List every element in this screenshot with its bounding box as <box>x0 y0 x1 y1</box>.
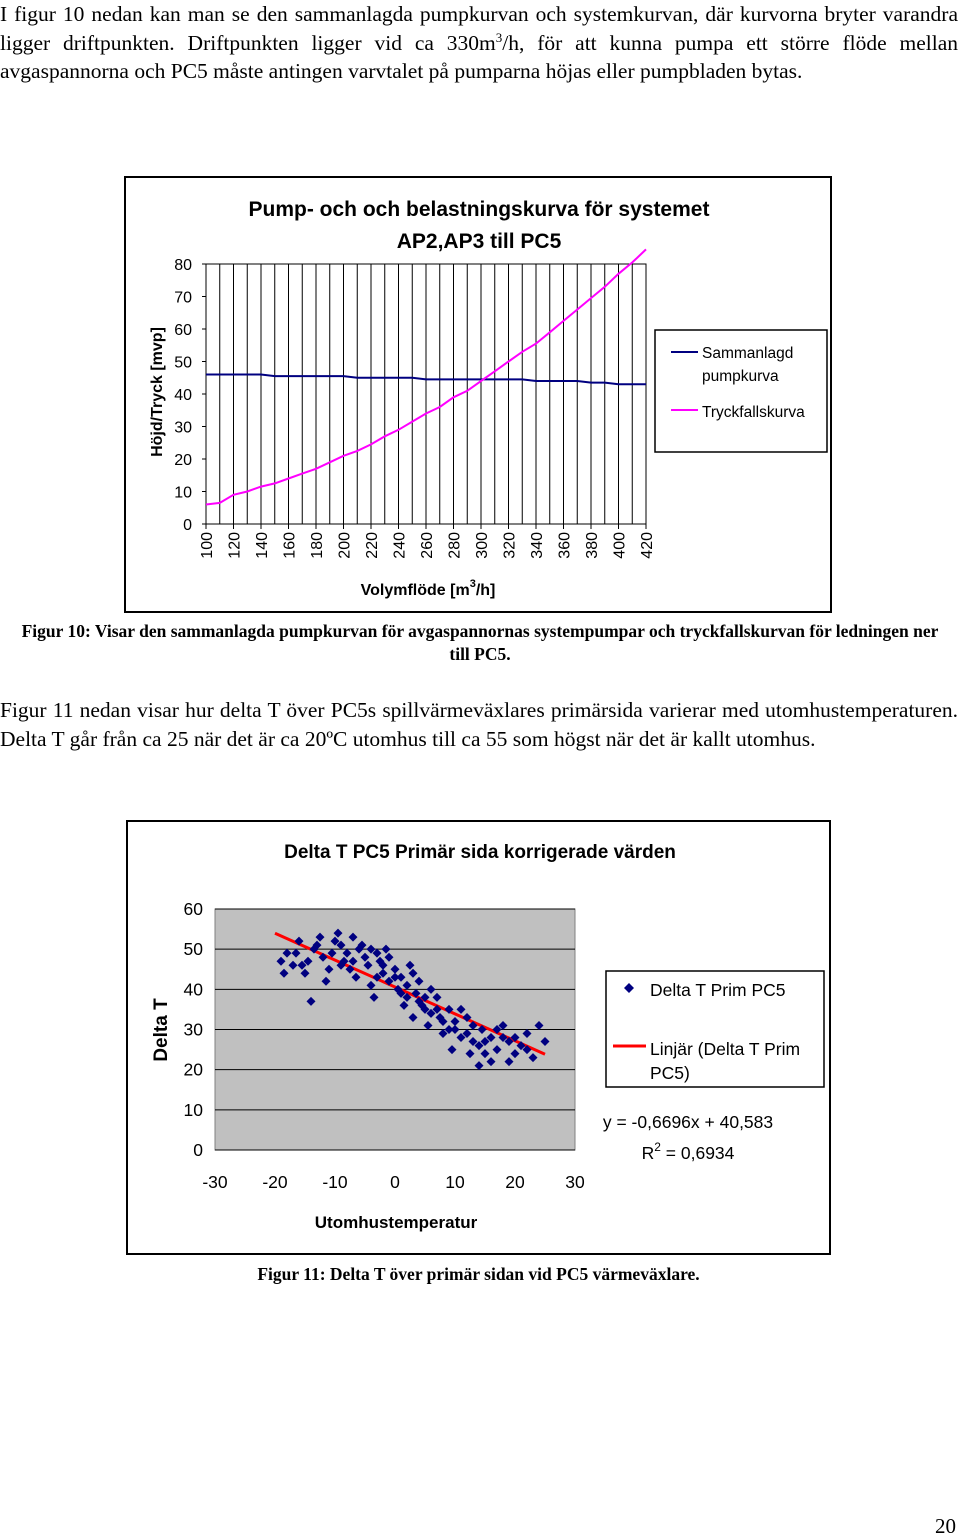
y-tick-label: 50 <box>174 354 192 372</box>
figure-11-plot <box>128 822 829 1253</box>
y-tick-label: 30 <box>174 419 192 437</box>
legend-label-trend-1: Linjär (Delta T Prim <box>650 1039 801 1059</box>
y-tick-label: 60 <box>174 322 192 339</box>
figure-10-plot <box>126 178 830 611</box>
x-tick-label: 220 <box>364 532 381 559</box>
y-tick-label: 70 <box>174 289 192 307</box>
intro-paragraph-text: I figur 10 nedan kan man se den sammanlagda pumpkurvan och systemkurvan, där kurvorna bryter varandra ligger driftpunkten. Driftpunkten ligger vid ca 330m <box>0 2 958 55</box>
y-axis-label: Höjd/Tryck [mvp] <box>149 327 166 457</box>
chart-title: Delta T PC5 Primär sida korrigerade värden <box>284 842 676 863</box>
y-tick-label: 60 <box>183 899 203 919</box>
y-tick-label: 10 <box>174 484 192 502</box>
legend-label-pump-1: Sammanlagd <box>702 345 794 362</box>
x-tick-label: 400 <box>611 532 629 559</box>
figure-10-chart <box>124 176 832 613</box>
trendline-equation: y = -0,6696x + 40,583 <box>602 1112 774 1132</box>
x-tick-label: 100 <box>199 532 216 559</box>
x-tick-label: -20 <box>262 1172 288 1192</box>
legend-label-scatter: Delta T Prim PC5 <box>650 980 786 1000</box>
x-tick-label: 240 <box>391 532 409 559</box>
r-squared: $R^2 = 0,6934$ <box>641 1140 735 1163</box>
chart-title-line-2: AP2,AP3 till PC5 <box>396 230 562 253</box>
x-tick-label: 420 <box>639 532 656 559</box>
x-tick-label: 340 <box>529 532 546 559</box>
x-tick-label: 280 <box>446 532 464 559</box>
x-axis-label: Volymflöde $[m^3/h]$ <box>360 578 496 599</box>
legend-label-tryckfall: Tryckfallskurva <box>702 404 805 421</box>
x-tick-label: 30 <box>565 1172 585 1192</box>
x-tick-label: -30 <box>202 1172 228 1192</box>
x-tick-label: 200 <box>336 532 354 559</box>
y-axis-label: Delta T <box>151 998 172 1062</box>
x-tick-label: 0 <box>390 1172 400 1192</box>
page-number: 20 <box>935 1514 956 1538</box>
y-tick-label: 20 <box>174 452 192 469</box>
x-tick-label: 180 <box>309 532 326 559</box>
y-tick-label: 20 <box>183 1059 203 1080</box>
y-tick-label: 40 <box>174 387 192 404</box>
y-tick-label: 0 <box>183 517 192 534</box>
chart-title-line-1: Pump- och och belastningskurva för systemet <box>248 198 710 221</box>
figure-11-caption: Figur 11: Delta T över primär sidan vid PC5 värmeväxlare. <box>257 1264 700 1284</box>
figure-10-caption: Figur 10: Visar den sammanlagda pumpkurvan för avgaspannornas systempumpar och tryckfallskurvan för ledningen ner till PC5. <box>21 621 939 664</box>
y-tick-label: 10 <box>183 1099 203 1120</box>
unit-superscript: 3 <box>495 29 503 45</box>
y-tick-label: 30 <box>183 1019 203 1040</box>
x-tick-label: 320 <box>501 532 519 559</box>
legend-label-trend-2: PC5) <box>650 1063 690 1083</box>
legend-label-pump-2: pumpkurva <box>702 368 779 385</box>
x-tick-label: 260 <box>419 532 436 559</box>
y-tick-label: 50 <box>183 939 203 960</box>
x-tick-label: 160 <box>281 532 299 559</box>
x-tick-label: 140 <box>254 532 271 559</box>
intro-paragraph-text-rest: /h, för att kunna pumpa ett större flöde mellan avgaspannorna och PC5 måste antingen varvtalet på pumparna höjas eller pumpbladen bytas. <box>0 30 959 83</box>
intro-paragraph <box>0 0 958 86</box>
y-tick-label: 0 <box>193 1140 203 1160</box>
x-tick-label: 380 <box>584 532 601 559</box>
x-tick-label: 360 <box>556 532 574 559</box>
figure-11-intro-paragraph: Figur 11 nedan visar hur delta T över PC5s spillvärmeväxlares primärsida varierar med utomhustemperaturen. Delta T går från ca 25 när det är ca 20ºC utomhus till ca 55 som högst när det är kallt utomhus. <box>0 698 958 751</box>
y-tick-label: 40 <box>183 979 203 1000</box>
x-axis-label: Utomhustemperatur <box>314 1213 478 1232</box>
x-tick-label: 300 <box>474 532 491 559</box>
figure-11-chart <box>126 820 831 1255</box>
y-tick-label: 80 <box>174 257 192 274</box>
x-tick-label: 20 <box>505 1172 525 1192</box>
x-tick-label: 10 <box>445 1172 465 1192</box>
x-tick-label: 120 <box>226 532 244 559</box>
x-tick-label: -10 <box>322 1172 348 1192</box>
